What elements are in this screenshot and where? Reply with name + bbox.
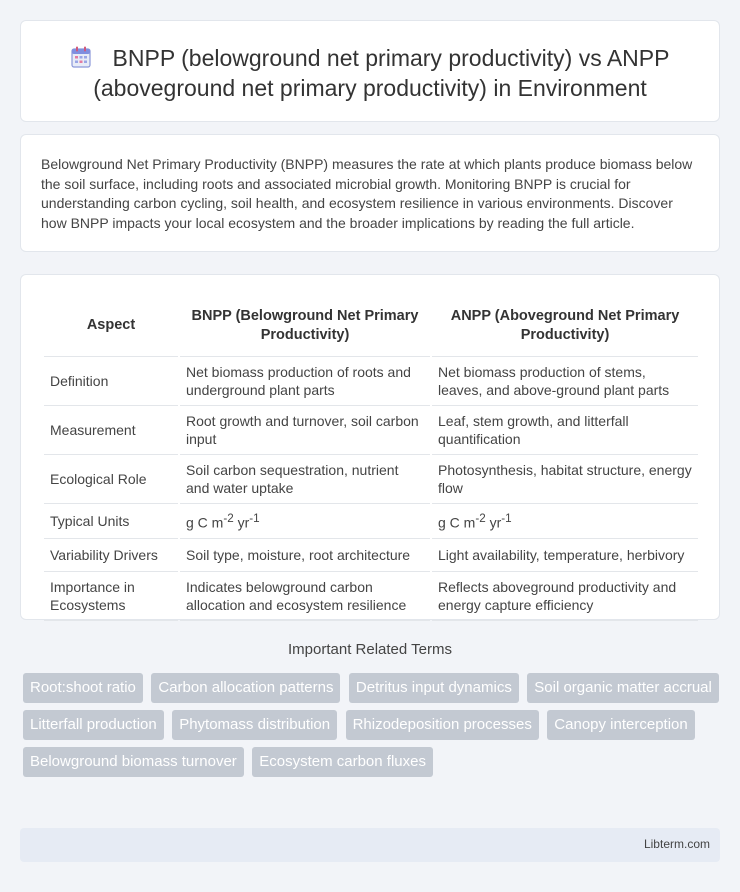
table-row <box>44 539 698 572</box>
cell-anpp: Photosynthesis, habitat structure, energy flow <box>432 455 698 504</box>
cell-anpp: Net biomass production of stems, leaves, and above-ground plant parts <box>432 357 698 406</box>
page-title <box>51 43 689 103</box>
title-card <box>20 20 720 122</box>
table-row <box>44 455 698 504</box>
unit-base: g C m <box>186 514 224 531</box>
cell-anpp: Reflects aboveground productivity and energy capture efficiency <box>432 572 698 621</box>
table-row <box>44 357 698 406</box>
cell-aspect: Definition <box>44 357 178 406</box>
comparison-table-card <box>20 274 720 620</box>
header-aspect: Aspect <box>44 295 178 357</box>
related-terms-heading: Important Related Terms <box>288 641 452 658</box>
cell-anpp: Leaf, stem growth, and litterfall quantification <box>432 406 698 455</box>
footer <box>20 828 720 862</box>
calendar-icon <box>71 46 91 68</box>
unit-exp: -1 <box>501 512 512 525</box>
related-term-tag[interactable]: Litterfall production <box>23 710 164 740</box>
cell-bnpp: Indicates belowground carbon allocation and ecosystem resilience <box>180 572 430 621</box>
related-term-tag[interactable]: Soil organic matter accrual <box>527 673 719 703</box>
related-term-tag[interactable]: Carbon allocation patterns <box>151 673 340 703</box>
cell-aspect: Variability Drivers <box>44 539 178 572</box>
cell-aspect: Importance in Ecosystems <box>44 572 178 621</box>
unit-mid: yr <box>485 514 502 531</box>
comparison-table <box>42 295 700 621</box>
related-term-tag[interactable]: Canopy interception <box>547 710 694 740</box>
unit-base: g C m <box>438 514 476 531</box>
cell-anpp-units <box>432 504 698 539</box>
related-term-tag[interactable]: Rhizodeposition processes <box>346 710 539 740</box>
cell-bnpp: Net biomass production of roots and underground plant parts <box>180 357 430 406</box>
cell-aspect: Typical Units <box>44 504 178 539</box>
related-term-tag[interactable]: Belowground biomass turnover <box>23 747 244 777</box>
cell-anpp: Light availability, temperature, herbivory <box>432 539 698 572</box>
unit-exp: -2 <box>223 512 234 525</box>
intro-paragraph: Belowground Net Primary Productivity (BNPP) measures the rate at which plants produce biomass below the soil surface, including roots and associated microbial growth. Monitoring BNPP is crucial for understanding carbon cycling, soil health, and ecosystem resilience in various environments. Discover how BNPP impacts your local ecosystem and the broader implications by reading the full article. <box>41 156 693 231</box>
unit-exp: -2 <box>475 512 486 525</box>
cell-aspect: Measurement <box>44 406 178 455</box>
cell-bnpp: Root growth and turnover, soil carbon input <box>180 406 430 455</box>
cell-bnpp: Soil type, moisture, root architecture <box>180 539 430 572</box>
related-term-tag[interactable]: Ecosystem carbon fluxes <box>252 747 433 777</box>
related-term-tag[interactable]: Detritus input dynamics <box>349 673 519 703</box>
header-bnpp: BNPP (Belowground Net Primary Productivity) <box>180 295 430 357</box>
table-row <box>44 572 698 621</box>
unit-exp: -1 <box>249 512 260 525</box>
cell-aspect: Ecological Role <box>44 455 178 504</box>
intro-card <box>20 134 720 252</box>
page-title-text: BNPP (belowground net primary productivity) vs ANPP (aboveground net primary productivity) in Environment <box>93 45 670 101</box>
footer-brand-link[interactable]: Libterm.com <box>643 837 710 851</box>
cell-bnpp-units <box>180 504 430 539</box>
table-header-row <box>44 295 698 357</box>
related-terms-list <box>23 673 723 784</box>
table-row <box>44 406 698 455</box>
header-anpp: ANPP (Aboveground Net Primary Productivity) <box>432 295 698 357</box>
unit-mid: yr <box>233 514 250 531</box>
related-term-tag[interactable]: Root:shoot ratio <box>23 673 143 703</box>
table-row <box>44 504 698 539</box>
related-term-tag[interactable]: Phytomass distribution <box>172 710 337 740</box>
cell-bnpp: Soil carbon sequestration, nutrient and water uptake <box>180 455 430 504</box>
